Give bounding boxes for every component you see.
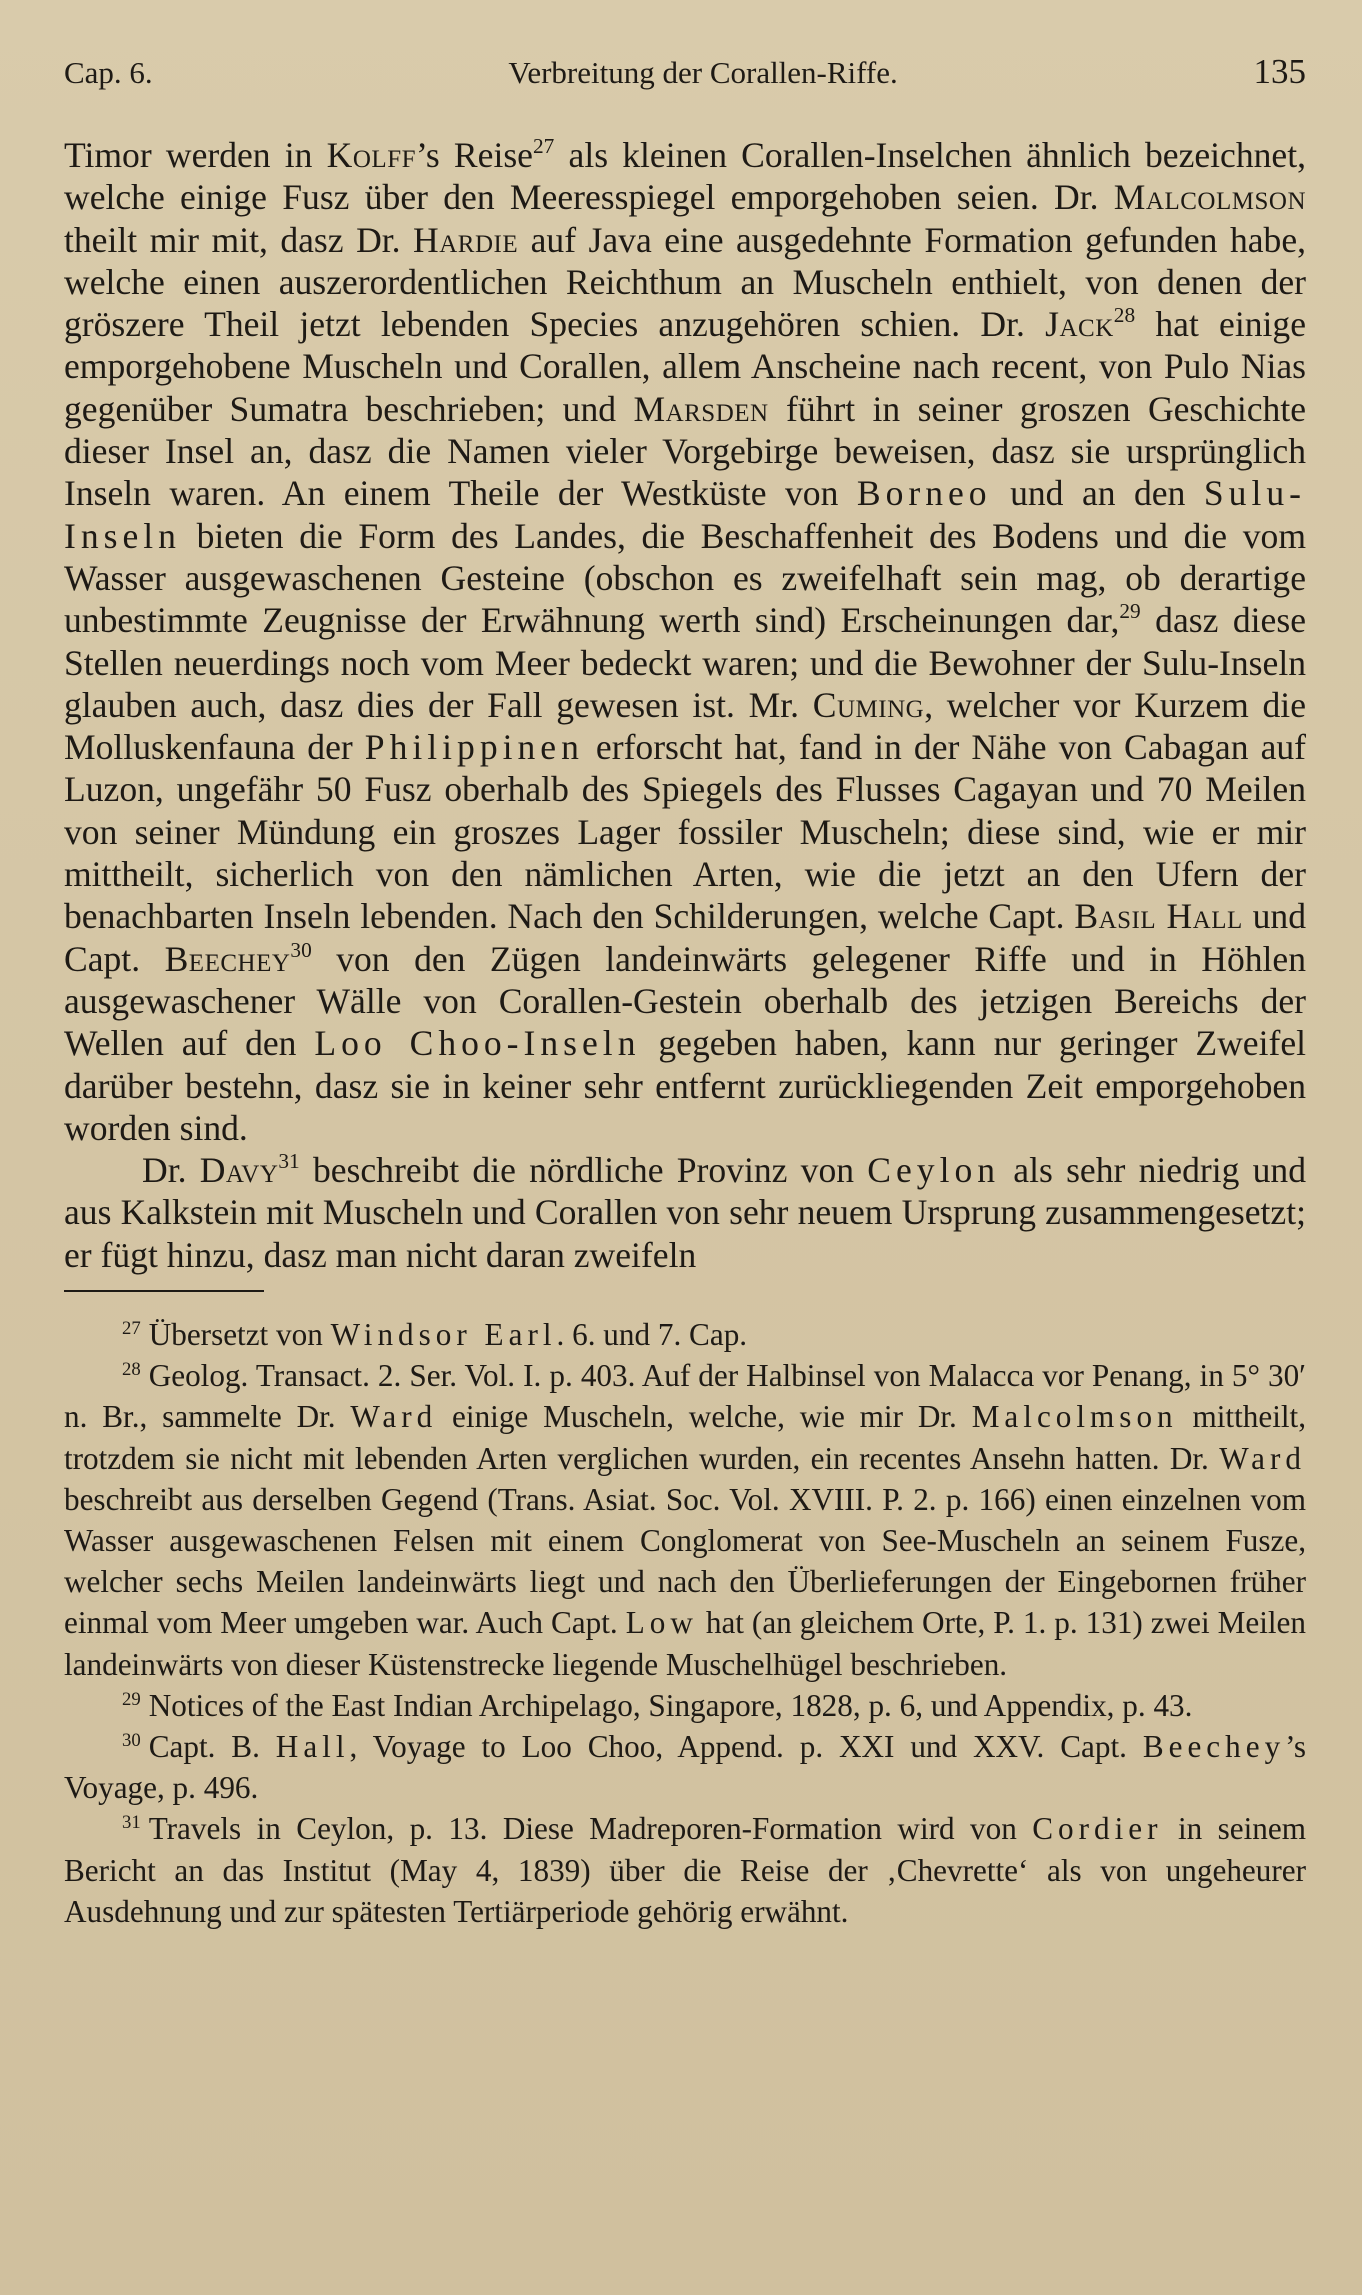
text-run: Geolog. Transact. 2. Ser. Vol. I. p. 403. Auf der Halbinsel von Malacca vor Penang, in 5° 30′ n. Br., sammelte Dr.: [64, 1358, 1306, 1435]
footnote-ref-28[interactable]: 28: [1113, 303, 1136, 328]
running-title: Verbreitung der Corallen-Riffe.: [508, 55, 898, 90]
text-run: dasz diese Stellen neuerdings noch vom Meer bedeckt waren; und die Bewohner der Sulu-Inseln glauben auch, dasz dies der Fall gewesen ist. Mr.: [64, 600, 1306, 725]
footnote-ref-31[interactable]: 31: [278, 1149, 300, 1174]
author-marsden: Marsden: [633, 388, 769, 429]
author-malcolmson: Malcolmson: [971, 1399, 1178, 1435]
footnote-number: 27: [122, 1317, 141, 1339]
text-run: und an den: [991, 473, 1204, 514]
text-run: als sehr niedrig und aus Kalkstein mit Muscheln und Corallen von sehr neuem Ursprung zusammengesetzt; er fügt hinzu, dasz man nicht daran zweifeln: [64, 1150, 1306, 1275]
text-run: als kleinen Corallen-Inselchen ähnlich bezeichnet, welche einige Fusz über den Meeresspiegel emporgehoben seien. Dr.: [64, 135, 1306, 218]
footnote-30: [64, 1726, 1306, 1808]
author-davy: Davy: [199, 1150, 279, 1191]
text-run: beschreibt aus derselben Gegend (Trans. Asiat. Soc. Vol. XVIII. P. 2. p. 166) einen einzelnen vom Wasser ausgewaschenen Felsen mit einem Conglomerat von See-Muscheln an seinem Fusze, welcher sechs Meilen landeinwärts liegt und nach den Überlieferungen der Eingebornen früher einmal vom Meer umgeben war. Auch Capt.: [64, 1481, 1306, 1641]
author-ward: Ward: [1219, 1440, 1306, 1476]
author-cuming: Cuming: [812, 684, 925, 725]
text-run: und Capt.: [64, 896, 1306, 979]
text-run: theilt mir mit, dasz Dr.: [64, 219, 414, 260]
author-jack: Jack: [1045, 304, 1114, 345]
text-run: ’s Voyage, p. 496.: [64, 1729, 1306, 1806]
author-windsor-earl: Windsor Earl: [330, 1317, 557, 1353]
author-basil-hall: Basil Hall: [1074, 896, 1243, 937]
footnote-31: [64, 1808, 1306, 1932]
author-ward: Ward: [350, 1399, 438, 1435]
footnote-27: [64, 1314, 1306, 1355]
footnotes: [64, 1314, 1306, 1932]
author-hardie: Hardie: [413, 219, 519, 260]
text-run: . 6. und 7. Cap.: [556, 1317, 748, 1353]
text-run: beschreibt die nördliche Provinz von: [299, 1150, 868, 1191]
text-run: auf Java eine ausgedehnte Formation gefunden habe, welche einen auszerordentlichen Reichthum an Muscheln enthielt, von denen der gröszere Theil jetzt lebenden Species anzugehören schien. Dr.: [64, 219, 1307, 345]
author-malcolmson: Malcolmson: [1113, 177, 1306, 218]
text-run: , Voyage to Loo Choo, Append. p. XXI und XXV. Capt.: [349, 1729, 1143, 1765]
text-run: , welcher vor Kurzem die Molluskenfauna der: [64, 684, 1306, 768]
author-beechey: Beechey: [1142, 1729, 1286, 1765]
chapter-label: Cap. 6.: [64, 55, 153, 90]
footnote-ref-30[interactable]: 30: [290, 937, 312, 962]
place-borneo: Borneo: [856, 473, 992, 514]
main-text: [64, 134, 1306, 1276]
footnote-divider: [64, 1290, 264, 1292]
text-run: Timor werden in: [64, 135, 327, 175]
text-run: Übersetzt von: [148, 1317, 331, 1353]
place-philippinen: Philippinen: [364, 727, 584, 768]
text-run: führt in seiner groszen Geschichte dieser Insel an, dasz die Namen vieler Vorgebirge beweisen, dasz sie ursprünglich Inseln waren. An einem Theile der Westküste von: [64, 388, 1306, 514]
footnote-number: 31: [122, 1812, 141, 1834]
footnote-number: 29: [122, 1688, 141, 1710]
footnote-29: [64, 1685, 1306, 1726]
footnote-28: [64, 1355, 1306, 1685]
text-run: Notices of the East Indian Archipelago, Singapore, 1828, p. 6, und Appendix, p. 43.: [148, 1687, 1193, 1723]
place-loo-choo: Loo Choo-Inseln: [314, 1023, 641, 1064]
text-run: Travels in Ceylon, p. 13. Diese Madreporen-Formation wird von: [148, 1811, 1033, 1847]
text-run: von den Zügen landeinwärts gelegener Riffe und in Höhlen ausgewaschener Wälle von Corallen-Gestein oberhalb des jetzigen Bereichs der Wellen auf den: [64, 938, 1306, 1064]
text-run: hat (an gleichem Orte, P. 1. p. 131) zwei Meilen landeinwärts von dieser Küstenstrecke liegende Muschelhügel beschrieben.: [64, 1605, 1306, 1682]
footnote-ref-27[interactable]: 27: [532, 134, 555, 159]
author-low: Low: [625, 1605, 698, 1641]
footnote-number: 28: [122, 1359, 141, 1380]
paragraph-1: [64, 134, 1306, 1149]
footnote-number: 30: [122, 1729, 141, 1751]
author-hall: Hall: [275, 1729, 350, 1765]
text-run: ’s Reise: [416, 135, 533, 175]
place-ceylon: Ceylon: [867, 1150, 1001, 1191]
running-header: [64, 52, 1306, 104]
text-run: mittheilt, trotzdem sie nicht mit lebenden Arten verglichen wurden, ein recentes Ansehn hatten. Dr.: [64, 1399, 1306, 1476]
text-run: erforscht hat, fand in der Nähe von Cabagan auf Luzon, ungefähr 50 Fusz oberhalb des Spiegels des Flusses Cagayan und 70 Meilen von seiner Mündung ein groszes Lager fossiler Muscheln; diese sind, wie er mir mittheilt, sicherlich von den nämlichen Arten, wie die jetzt an den Ufern der benachbarten Inseln lebenden. Nach den Schilderungen, welche Capt.: [64, 727, 1306, 937]
page-number: 135: [1253, 52, 1306, 91]
author-kolff: Kolff: [326, 135, 416, 175]
paragraph-2: [64, 1149, 1306, 1276]
author-cordier: Cordier: [1032, 1811, 1163, 1847]
text-run: in seinem Bericht an das Institut (May 4, 1839) über die Reise der ‚Chevrette‘ als von ungeheurer Ausdehnung und zur spätesten Tertiärperiode gehörig erwähnt.: [64, 1811, 1306, 1929]
text-run: einige Muscheln, welche, wie mir Dr.: [437, 1399, 972, 1435]
author-beechey: Beechey: [164, 938, 291, 979]
text-run: bieten die Form des Landes, die Beschaffenheit des Bodens und die vom Wasser ausgewaschenen Gesteine (obschon es zweifelhaft sein mag, ob derartige unbestimmte Zeugnisse der Erwähnung werth sind) Erscheinungen dar,: [64, 515, 1306, 641]
text-run: gegeben haben, kann nur geringer Zweifel darüber bestehn, dasz sie in keiner sehr entfernt zurückliegenden Zeit emporgehoben worden sind.: [64, 1023, 1306, 1148]
text-run: Capt. B.: [148, 1729, 276, 1765]
place-sulu: Sulu-Inseln: [64, 473, 1306, 556]
text-run: hat einige emporgehobene Muscheln und Corallen, allem Anscheine nach recent, von Pulo Nias gegenüber Sumatra beschrieben; und: [64, 304, 1306, 429]
footnote-ref-29[interactable]: 29: [1119, 599, 1141, 624]
text-run: Dr.: [142, 1150, 200, 1191]
